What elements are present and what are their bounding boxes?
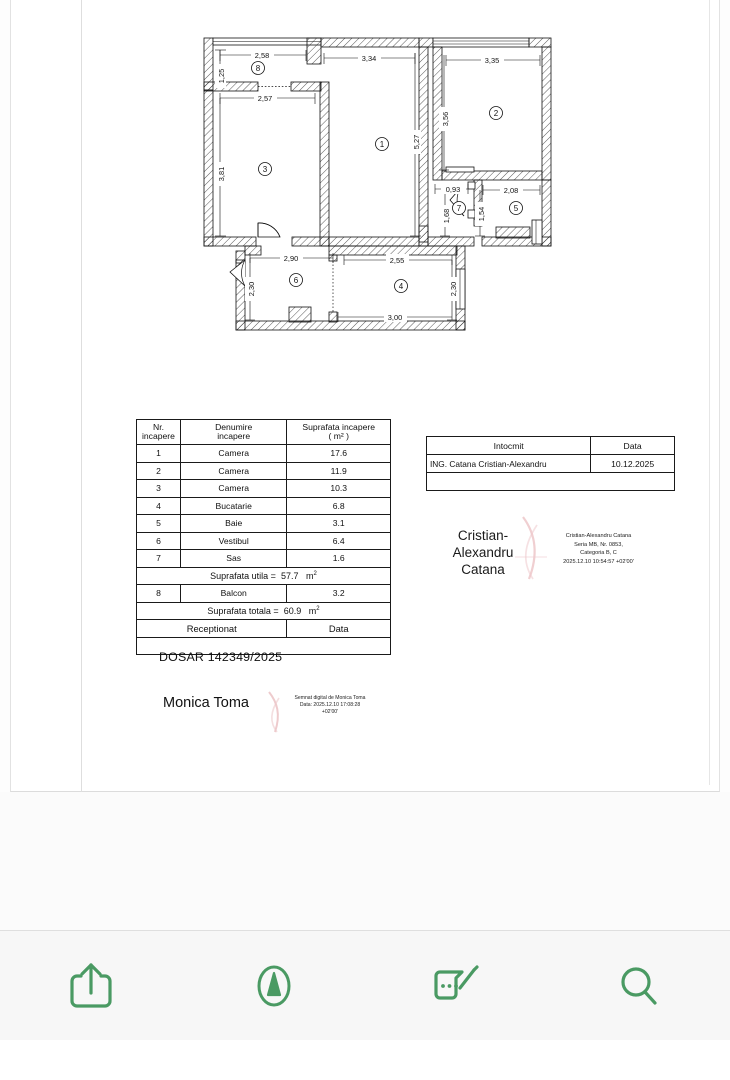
svg-text:3,81: 3,81 bbox=[217, 166, 226, 182]
svg-text:2,57: 2,57 bbox=[257, 94, 273, 103]
row-name: Balcon bbox=[180, 585, 287, 603]
row-name: Vestibul bbox=[180, 532, 287, 550]
rooms-area-table bbox=[136, 419, 391, 715]
svg-text:8: 8 bbox=[255, 64, 261, 73]
subtotal-row bbox=[137, 567, 391, 585]
sign-author-row bbox=[427, 455, 675, 473]
svg-text:1: 1 bbox=[379, 140, 385, 149]
svg-text:7: 7 bbox=[456, 204, 462, 213]
row-nr: 2 bbox=[137, 462, 181, 480]
row-nr: 8 bbox=[137, 585, 181, 603]
sign-signature-row bbox=[427, 473, 675, 491]
header-suprafata-line1: Suprafata incapere bbox=[302, 421, 376, 432]
header-denumire-line2: incapere bbox=[217, 431, 251, 441]
share-icon bbox=[68, 961, 114, 1011]
monica-meta-line3: +02'00' bbox=[321, 708, 339, 715]
svg-text:6: 6 bbox=[293, 276, 299, 285]
header-denumire bbox=[180, 420, 287, 445]
sign-header-row bbox=[427, 437, 675, 455]
author-name: ING. Catana Cristian-Alexandru bbox=[427, 455, 591, 473]
table-row-balcony bbox=[137, 585, 391, 603]
author-signature-table bbox=[426, 436, 675, 577]
header-suprafata bbox=[287, 420, 391, 445]
monica-meta-line2: Data: 2025.12.10 17:08:28 bbox=[299, 701, 361, 708]
comment-button[interactable] bbox=[365, 931, 548, 1041]
catana-meta-line4: 2025.12.10 10:54:57 +02'00' bbox=[563, 558, 634, 565]
receptionat-label: Receptionat bbox=[137, 620, 287, 638]
row-name: Baie bbox=[180, 515, 287, 533]
row-nr: 7 bbox=[137, 550, 181, 568]
catana-name-line2: Alexandru bbox=[452, 544, 514, 560]
svg-text:2,30: 2,30 bbox=[247, 281, 256, 297]
svg-text:3,34: 3,34 bbox=[361, 54, 377, 63]
row-name: Bucatarie bbox=[180, 497, 287, 515]
subtotal-unit: m bbox=[306, 570, 314, 581]
table-row bbox=[137, 532, 391, 550]
floor-plan-drawing bbox=[196, 24, 596, 344]
header-data: Data bbox=[591, 437, 675, 455]
adobe-pen-icon bbox=[252, 961, 296, 1011]
total-row bbox=[137, 602, 391, 620]
row-area: 10.3 bbox=[287, 480, 391, 498]
receptionat-signature-row bbox=[137, 637, 391, 655]
row-nr: 3 bbox=[137, 480, 181, 498]
svg-text:3: 3 bbox=[262, 165, 268, 174]
row-nr: 4 bbox=[137, 497, 181, 515]
svg-text:2: 2 bbox=[493, 109, 499, 118]
svg-text:2,90: 2,90 bbox=[283, 254, 299, 263]
catana-name-line3: Catana bbox=[461, 561, 505, 577]
row-area: 3.1 bbox=[287, 515, 391, 533]
catana-signature-block bbox=[427, 473, 675, 577]
header-nr-line1: Nr. bbox=[152, 421, 164, 432]
row-name: Camera bbox=[180, 480, 287, 498]
row-name: Camera bbox=[180, 445, 287, 463]
table-header-row bbox=[137, 420, 391, 445]
row-area: 1.6 bbox=[287, 550, 391, 568]
catana-meta-line2: Seria MB, Nr. 0853, bbox=[574, 541, 623, 548]
table-row bbox=[137, 480, 391, 498]
subtotal-cell: Suprafata utila = 57.7 $m^2$ bbox=[137, 567, 391, 585]
row-area: 6.4 bbox=[287, 532, 391, 550]
row-name: Camera bbox=[180, 462, 287, 480]
row-area: 3.2 bbox=[287, 585, 391, 603]
catana-meta-line3: Categoria B, C bbox=[580, 550, 617, 557]
share-button[interactable] bbox=[0, 931, 183, 1041]
dosar-number: DOSAR 142349/2025 bbox=[159, 649, 283, 664]
row-area: 6.8 bbox=[287, 497, 391, 515]
header-nr-line2: incapere bbox=[141, 431, 175, 441]
fill-sign-button[interactable] bbox=[183, 931, 366, 1041]
search-icon bbox=[617, 962, 661, 1010]
table-row bbox=[137, 462, 391, 480]
header-suprafata-line2: ( m² ) bbox=[328, 431, 349, 441]
header-denumire-line1: Denumire bbox=[215, 421, 253, 432]
svg-text:1,54: 1,54 bbox=[477, 206, 486, 222]
svg-text:3,35: 3,35 bbox=[484, 56, 500, 65]
catana-name-line1: Cristian- bbox=[457, 528, 509, 543]
row-nr: 6 bbox=[137, 532, 181, 550]
table-row bbox=[137, 497, 391, 515]
catana-meta-line1: Cristian-Alexandru Catana bbox=[565, 533, 632, 539]
catana-name bbox=[435, 528, 531, 579]
viewer-workspace bbox=[0, 792, 730, 930]
catana-meta bbox=[531, 532, 666, 567]
total-unit: m bbox=[308, 605, 317, 616]
row-nr: 1 bbox=[137, 445, 181, 463]
monica-signature-block bbox=[137, 637, 391, 715]
author-date: 10.12.2025 bbox=[591, 455, 675, 473]
row-area: 11.9 bbox=[287, 462, 391, 480]
table-row bbox=[137, 445, 391, 463]
page-left-rule bbox=[81, 0, 82, 792]
total-label: Suprafata totala = bbox=[207, 605, 279, 616]
subtotal-value: 57.7 bbox=[280, 570, 299, 581]
comment-edit-icon bbox=[430, 962, 482, 1010]
bottom-toolbar bbox=[0, 930, 730, 1040]
search-button[interactable] bbox=[548, 931, 730, 1041]
monica-meta-line1: Semnat digital de Monica Toma bbox=[294, 694, 366, 701]
header-intocmit: Intocmit bbox=[427, 437, 591, 455]
receptionat-header-row bbox=[137, 620, 391, 638]
svg-text:3,00: 3,00 bbox=[387, 313, 403, 322]
monica-toma-meta bbox=[271, 695, 389, 717]
page-right-rule bbox=[709, 0, 710, 785]
row-name: Sas bbox=[180, 550, 287, 568]
header-nr bbox=[137, 420, 181, 445]
svg-text:4: 4 bbox=[398, 282, 404, 291]
table-row bbox=[137, 550, 391, 568]
total-cell: Suprafata totala = 60.9 $m^2$ bbox=[137, 602, 391, 620]
svg-text:2,08: 2,08 bbox=[503, 186, 519, 195]
svg-text:5,27: 5,27 bbox=[412, 134, 421, 150]
row-area: 17.6 bbox=[287, 445, 391, 463]
svg-text:5: 5 bbox=[513, 204, 519, 213]
svg-text:1,68: 1,68 bbox=[442, 208, 451, 224]
receptionat-data-label: Data bbox=[287, 620, 391, 638]
svg-text:0,93: 0,93 bbox=[445, 185, 461, 194]
svg-text:1,25: 1,25 bbox=[217, 68, 226, 84]
svg-text:2,55: 2,55 bbox=[389, 256, 405, 265]
home-indicator-area bbox=[0, 1040, 730, 1080]
row-nr: 5 bbox=[137, 515, 181, 533]
svg-text:2,30: 2,30 bbox=[449, 281, 458, 297]
monica-toma-name: Monica Toma bbox=[163, 694, 249, 711]
total-value: 60.9 bbox=[283, 605, 302, 616]
svg-text:3,56: 3,56 bbox=[441, 111, 450, 127]
svg-text:2,58: 2,58 bbox=[254, 51, 270, 60]
subtotal-label: Suprafata utila = bbox=[210, 570, 276, 581]
table-row bbox=[137, 515, 391, 533]
